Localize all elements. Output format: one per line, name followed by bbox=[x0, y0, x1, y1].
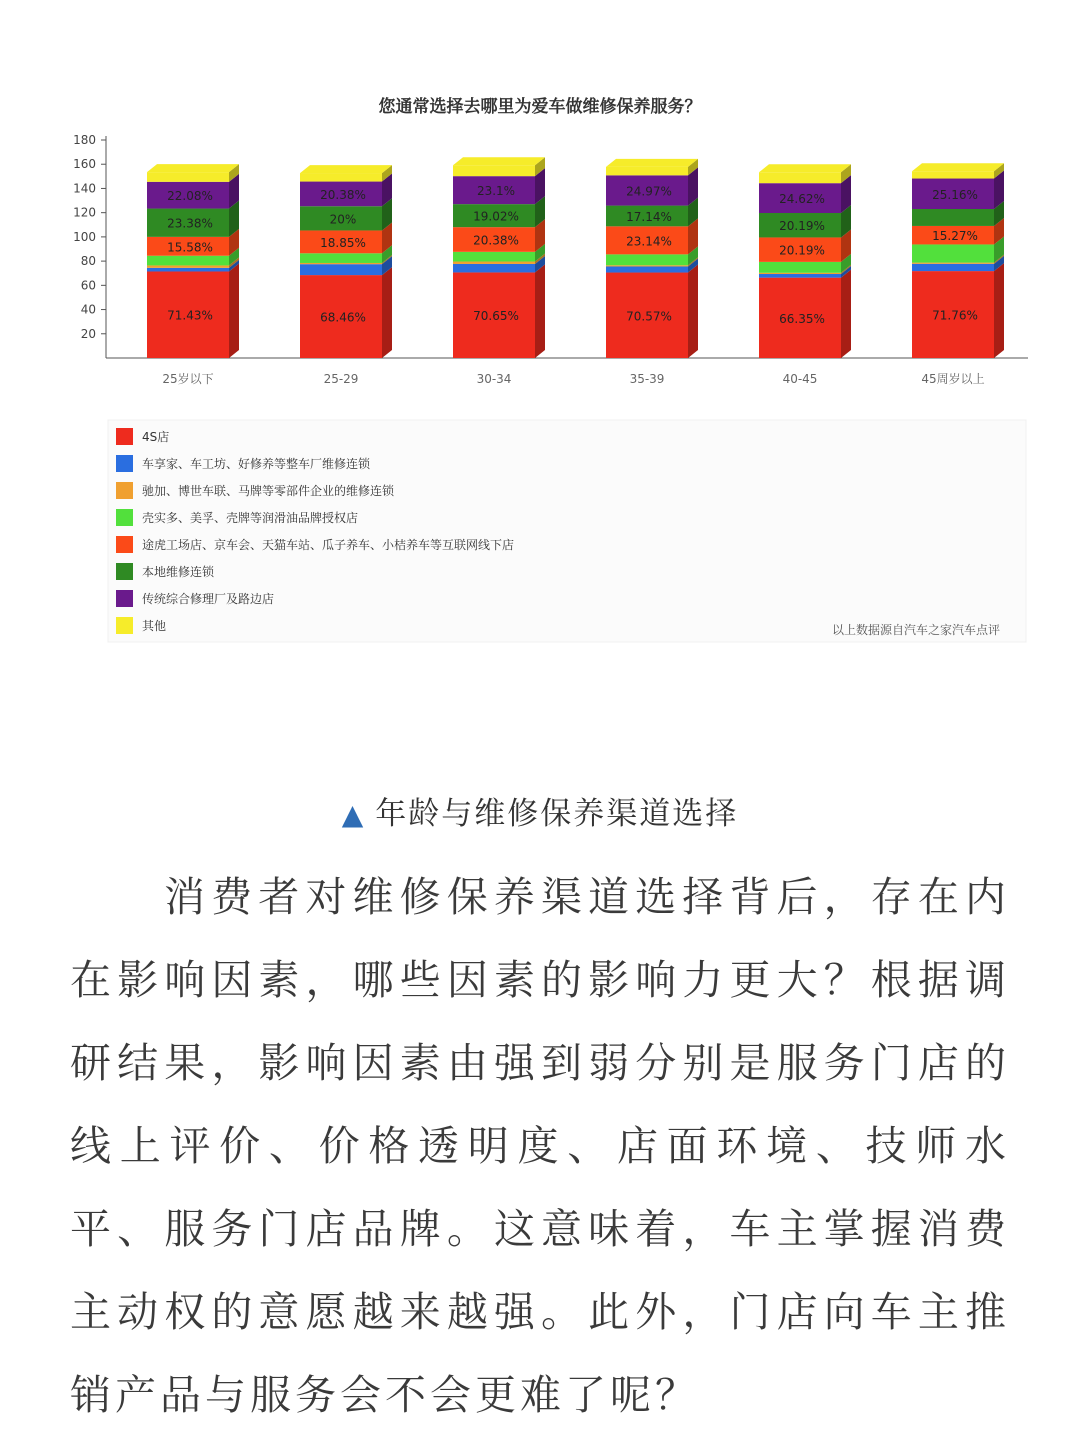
legend-swatch bbox=[116, 509, 133, 526]
legend-swatch bbox=[116, 455, 133, 472]
bar-segment bbox=[147, 265, 229, 267]
data-label: 20.19% bbox=[779, 243, 825, 258]
legend-label: 传统综合修理厂及路边店 bbox=[142, 592, 275, 606]
data-label: 15.27% bbox=[932, 229, 978, 244]
bar-segment bbox=[606, 167, 688, 175]
legend-swatch bbox=[116, 590, 133, 607]
bar-segment bbox=[912, 264, 994, 271]
x-tick-label: 30-34 bbox=[476, 372, 512, 386]
data-label: 23.38% bbox=[167, 216, 213, 231]
data-label: 25.16% bbox=[932, 187, 978, 202]
data-label: 66.35% bbox=[779, 311, 825, 326]
chart-canvas bbox=[0, 0, 1080, 690]
x-tick-label: 25岁以下 bbox=[162, 372, 214, 386]
data-label: 70.65% bbox=[473, 309, 519, 324]
legend-label: 壳实多、美孚、壳牌等润滑油品牌授权店 bbox=[142, 511, 359, 525]
legend-label: 途虎工场店、京车会、天猫车站、瓜子养车、小桔养车等互联网线下店 bbox=[142, 538, 515, 552]
bar-top-face bbox=[300, 165, 392, 173]
bar-segment-side bbox=[688, 265, 698, 358]
y-tick-label: 80 bbox=[80, 254, 96, 269]
data-label: 20.38% bbox=[473, 233, 519, 248]
data-label: 23.14% bbox=[626, 234, 672, 249]
legend-label: 其他 bbox=[142, 619, 167, 633]
data-label: 24.62% bbox=[779, 192, 825, 207]
y-tick-label: 20 bbox=[80, 326, 96, 341]
legend-label: 4S店 bbox=[142, 430, 170, 444]
y-tick-label: 40 bbox=[80, 302, 96, 317]
x-tick-label: 45周岁以上 bbox=[921, 372, 985, 386]
bar-segment bbox=[300, 263, 382, 264]
data-label: 71.76% bbox=[932, 308, 978, 323]
caption-text: 年龄与维修保养渠道选择 bbox=[375, 796, 739, 832]
bar-segment bbox=[453, 262, 535, 264]
legend-label: 驰加、博世车联、马牌等零部件企业的维修连锁 bbox=[142, 484, 395, 498]
bar-segment bbox=[759, 273, 841, 274]
bar-segment bbox=[912, 171, 994, 178]
data-label: 19.02% bbox=[473, 209, 519, 224]
data-label: 68.46% bbox=[320, 310, 366, 325]
bar-segment bbox=[759, 262, 841, 273]
bar-segment-side bbox=[229, 263, 239, 358]
y-tick-label: 60 bbox=[80, 278, 96, 293]
data-label: 20% bbox=[329, 212, 357, 227]
chart-title: 您通常选择去哪里为爱车做维修保养服务？ bbox=[378, 97, 702, 117]
bar-segment bbox=[147, 256, 229, 266]
data-label: 22.08% bbox=[167, 189, 213, 204]
legend-swatch bbox=[116, 563, 133, 580]
legend-swatch bbox=[116, 482, 133, 499]
legend-swatch bbox=[116, 617, 133, 634]
bar-segment-side bbox=[994, 263, 1004, 358]
data-label: 18.85% bbox=[320, 235, 366, 250]
legend-swatch bbox=[116, 536, 133, 553]
bar-segment-side bbox=[382, 267, 392, 358]
figure-caption bbox=[0, 788, 1080, 833]
bar-segment bbox=[300, 173, 382, 181]
x-tick-label: 40-45 bbox=[782, 372, 818, 386]
bar-top-face bbox=[759, 164, 851, 172]
bar-segment bbox=[300, 253, 382, 263]
data-label: 23.1% bbox=[476, 184, 516, 199]
bar-top-face bbox=[453, 157, 545, 165]
bar-segment bbox=[912, 263, 994, 264]
data-label: 20.38% bbox=[320, 187, 366, 202]
y-tick-label: 180 bbox=[73, 133, 96, 147]
legend-label: 车享家、车工坊、好修养等整车厂维修连锁 bbox=[142, 457, 371, 471]
x-tick-label: 25-29 bbox=[323, 372, 359, 386]
y-tick-label: 160 bbox=[73, 157, 96, 172]
bar-segment bbox=[912, 209, 994, 226]
data-label: 70.57% bbox=[626, 309, 672, 324]
article-paragraph: 消费者对维修保养渠道选择背后，存在内在影响因素，哪些因素的影响力更大？根据调研结果，影响因素由强到弱分别是服务门店的线上评价、价格透明度、店面环境、技师水平、服务门店品牌。这意味着，车主掌握消费主动权的意愿越来越强。此外，门店向车主推销产品与服务会不会更难了呢？ bbox=[70, 873, 1010, 1419]
bar-segment bbox=[759, 172, 841, 183]
legend-label: 本地维修连锁 bbox=[142, 565, 215, 579]
data-label: 71.43% bbox=[167, 308, 213, 323]
triangle-icon: ▲ bbox=[341, 798, 366, 831]
bar-segment bbox=[453, 264, 535, 272]
data-label: 20.19% bbox=[779, 219, 825, 234]
bar-segment bbox=[759, 274, 841, 278]
bar-top-face bbox=[912, 163, 1004, 171]
bar-top-face bbox=[147, 164, 239, 172]
source-note: 以上数据源自汽车之家汽车点评 bbox=[831, 623, 1000, 637]
bar-segment bbox=[912, 244, 994, 262]
bar-segment bbox=[147, 172, 229, 182]
legend-swatch bbox=[116, 428, 133, 445]
data-label: 17.14% bbox=[626, 209, 672, 224]
y-tick-label: 100 bbox=[73, 229, 96, 244]
stacked-bar-chart bbox=[0, 0, 1080, 690]
bar-segment bbox=[606, 265, 688, 266]
data-label: 24.97% bbox=[626, 184, 672, 199]
bar-top-face bbox=[606, 159, 698, 167]
y-tick-label: 140 bbox=[73, 181, 96, 196]
legend-panel bbox=[108, 420, 1026, 642]
bar-segment bbox=[453, 165, 535, 176]
data-label: 15.58% bbox=[167, 240, 213, 255]
x-tick-label: 35-39 bbox=[629, 372, 665, 386]
bar-segment bbox=[453, 252, 535, 262]
y-tick-label: 120 bbox=[73, 205, 96, 220]
bar-segment bbox=[300, 264, 382, 275]
bar-segment bbox=[147, 268, 229, 272]
bar-segment-side bbox=[535, 264, 545, 358]
bar-segment-side bbox=[841, 270, 851, 358]
bar-segment bbox=[606, 266, 688, 272]
bar-segment bbox=[606, 254, 688, 265]
